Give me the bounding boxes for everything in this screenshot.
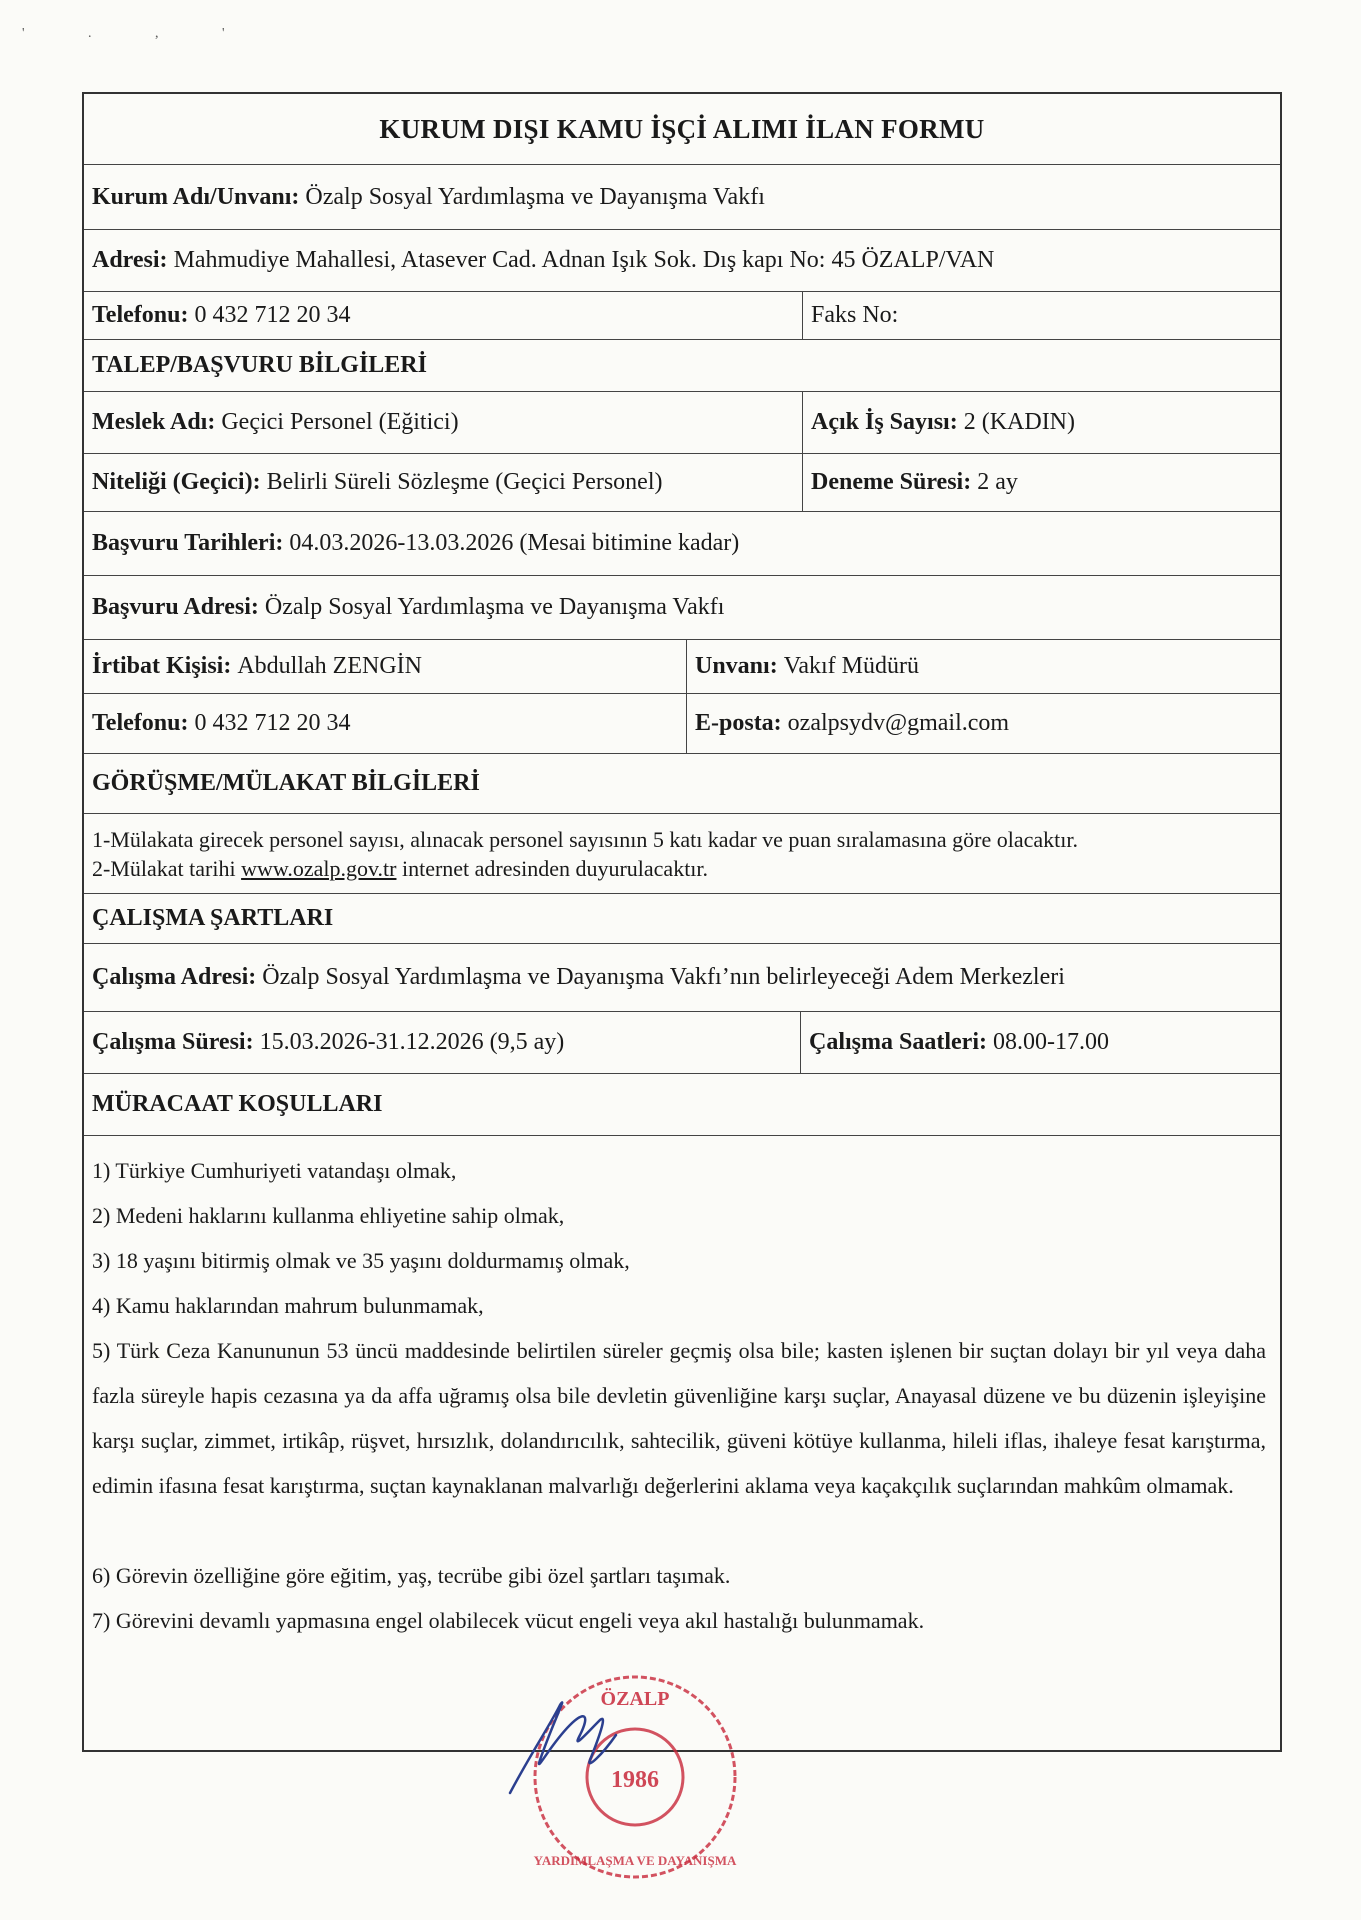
title-row [84, 94, 1280, 164]
kurum-label: Kurum Adı/Unvanı: [92, 183, 300, 210]
irtibat-label: İrtibat Kişisi: [92, 653, 232, 679]
faks-cell [802, 292, 1280, 339]
muracaat-section-title: MÜRACAAT KOŞULLARI [92, 1091, 383, 1117]
telefon-cell [84, 292, 802, 339]
calisma-saat-label: Çalışma Saatleri: [809, 1029, 987, 1055]
deneme-cell [802, 454, 1280, 511]
calisma-adres-row [84, 943, 1280, 1011]
adres-row [84, 229, 1280, 291]
vakif-seal-and-signature [490, 1665, 750, 1910]
mulakat-website-link[interactable]: www.ozalp.gov.tr [241, 856, 397, 881]
unvan-value: Vakıf Müdürü [783, 653, 920, 679]
gorusme-section-title: GÖRÜŞME/MÜLAKAT BİLGİLERİ [92, 770, 480, 796]
mulakat-item-1: 1-Mülakata girecek personel sayısı, alınacak personel sayısının 5 katı kadar ve puan sıralamasına göre olacaktır. [92, 827, 1078, 852]
mulakat-item-2 [92, 854, 1270, 883]
niteligi-row [84, 453, 1280, 511]
mulakat-row [84, 813, 1280, 893]
kurum-value: Özalp Sosyal Yardımlaşma ve Dayanışma Vakfı [305, 183, 765, 210]
talep-section-title: TALEP/BAŞVURU BİLGİLERİ [92, 352, 427, 378]
calisma-sure-value: 15.03.2026-31.12.2026 (9,5 ay) [259, 1029, 565, 1055]
gorusme-section-row [84, 753, 1280, 813]
irtibat-tel-value: 0 432 712 20 34 [194, 710, 351, 736]
conditions-row [84, 1135, 1280, 1750]
calisma-sure-row [84, 1011, 1280, 1073]
irtibat-tel-row [84, 693, 1280, 753]
niteligi-label: Niteliği (Geçici): [92, 469, 261, 495]
meslek-value: Geçici Personel (Eğitici) [221, 409, 459, 435]
irtibat-cell [84, 640, 686, 693]
condition-item-6: 6) Görevin özelliğine göre eğitim, yaş, tecrübe gibi özel şartları taşımak. [92, 1563, 731, 1588]
irtibat-tel-cell [84, 694, 686, 753]
acik-is-label: Açık İş Sayısı: [811, 409, 958, 435]
calisma-section-title: ÇALIŞMA ŞARTLARI [92, 905, 334, 931]
calisma-saat-cell [800, 1012, 1280, 1073]
muracaat-section-row [84, 1073, 1280, 1135]
form-title: KURUM DIŞI KAMU İŞÇİ ALIMI İLAN FORMU [379, 113, 985, 144]
seal-bottom-text: YARDIMLAŞMA VE DAYANIŞMA [533, 1853, 737, 1868]
deneme-value: 2 ay [977, 469, 1018, 495]
faks-label: Faks No: [811, 302, 899, 328]
calisma-adres-label: Çalışma Adresi: [92, 964, 257, 990]
adres-value: Mahmudiye Mahallesi, Atasever Cad. Adnan Işık Sok. Dış kapı No: 45 ÖZALP/VAN [173, 247, 995, 273]
condition-item-7: 7) Görevini devamlı yapmasına engel olabilecek vücut engeli veya akıl hastalığı bulunmamak. [92, 1608, 925, 1633]
basvuru-tarih-label: Başvuru Tarihleri: [92, 530, 284, 556]
seal-top-text: ÖZALP [600, 1688, 670, 1710]
telefon-value: 0 432 712 20 34 [194, 302, 351, 328]
basvuru-tarih-cell [84, 512, 1280, 575]
condition-item-1: 1) Türkiye Cumhuriyeti vatandaşı olmak, [92, 1158, 457, 1183]
irtibat-value: Abdullah ZENGİN [237, 653, 422, 679]
mulakat-item-2-prefix: 2-Mülakat tarihi [92, 856, 236, 881]
niteligi-value: Belirli Süreli Sözleşme (Geçici Personel) [266, 469, 663, 495]
kurum-row [84, 164, 1280, 229]
acik-is-cell [802, 392, 1280, 453]
signature [510, 1702, 616, 1793]
condition-item-2: 2) Medeni haklarını kullanma ehliyetine sahip olmak, [92, 1203, 565, 1228]
meslek-label: Meslek Adı: [92, 409, 216, 435]
deneme-label: Deneme Süresi: [811, 469, 972, 495]
adres-cell [84, 230, 1280, 291]
condition-item-3: 3) 18 yaşını bitirmiş olmak ve 35 yaşını doldurmamış olmak, [92, 1248, 630, 1273]
unvan-label: Unvanı: [695, 653, 778, 679]
irtibat-tel-label: Telefonu: [92, 710, 189, 736]
telefon-label: Telefonu: [92, 302, 189, 328]
niteligi-cell [84, 454, 802, 511]
mulakat-item-2-suffix: internet adresinden duyurulacaktır. [401, 856, 709, 881]
seal-stamp [534, 1677, 737, 1877]
eposta-value: ozalpsydv@gmail.com [787, 710, 1010, 736]
acik-is-value: 2 (KADIN) [963, 409, 1076, 435]
basvuru-tarih-row [84, 511, 1280, 575]
calisma-saat-value: 08.00-17.00 [992, 1029, 1109, 1055]
calisma-section-row [84, 893, 1280, 943]
meslek-row [84, 391, 1280, 453]
announcement-form [82, 92, 1282, 1752]
condition-item-4: 4) Kamu haklarından mahrum bulunmamak, [92, 1293, 484, 1318]
scan-marks: ' . , ' [22, 26, 255, 41]
basvuru-adres-cell [84, 576, 1280, 639]
talep-section-row [84, 339, 1280, 391]
calisma-adres-cell [84, 944, 1280, 1011]
kurum-cell [84, 165, 1280, 229]
eposta-label: E-posta: [695, 710, 782, 736]
condition-item-5: 5) Türk Ceza Kanununun 53 üncü maddesinde belirtilen süreler geçmiş olsa bile; kasten işlenen bir suçtan dolayı bir yıl veya daha fazla süreyle hapis cezasına ya da affa uğramış olsa bile devletin güvenliğine karşı suçlar, Anayasal düzene ve bu düzenin işleyişine karşı suçlar, zimmet, irtikâp, rüşvet, hırsızlık, dolandırıcılık, sahtecilik, güveni kötüye kullanma, hileli iflas, ihaleye fesat karıştırma, edimin ifasına fesat karıştırma, suçtan kaynaklanan malvarlığı değerlerini aklama veya kaçakçılık suçlarından mahkûm olmamak. [92, 1338, 1266, 1498]
basvuru-adres-row [84, 575, 1280, 639]
meslek-cell [84, 392, 802, 453]
seal-year: 1986 [611, 1767, 659, 1793]
unvan-cell [686, 640, 1280, 693]
basvuru-tarih-value: 04.03.2026-13.03.2026 (Mesai bitimine kadar) [289, 530, 740, 556]
irtibat-row [84, 639, 1280, 693]
calisma-sure-label: Çalışma Süresi: [92, 1029, 254, 1055]
basvuru-adres-value: Özalp Sosyal Yardımlaşma ve Dayanışma Vakfı [264, 594, 725, 620]
adres-label: Adresi: [92, 247, 168, 273]
eposta-cell [686, 694, 1280, 753]
calisma-adres-value: Özalp Sosyal Yardımlaşma ve Dayanışma Vakfı’nın belirleyeceği Adem Merkezleri [262, 964, 1065, 990]
calisma-sure-cell [84, 1012, 800, 1073]
basvuru-adres-label: Başvuru Adresi: [92, 594, 259, 620]
telefon-row [84, 291, 1280, 339]
